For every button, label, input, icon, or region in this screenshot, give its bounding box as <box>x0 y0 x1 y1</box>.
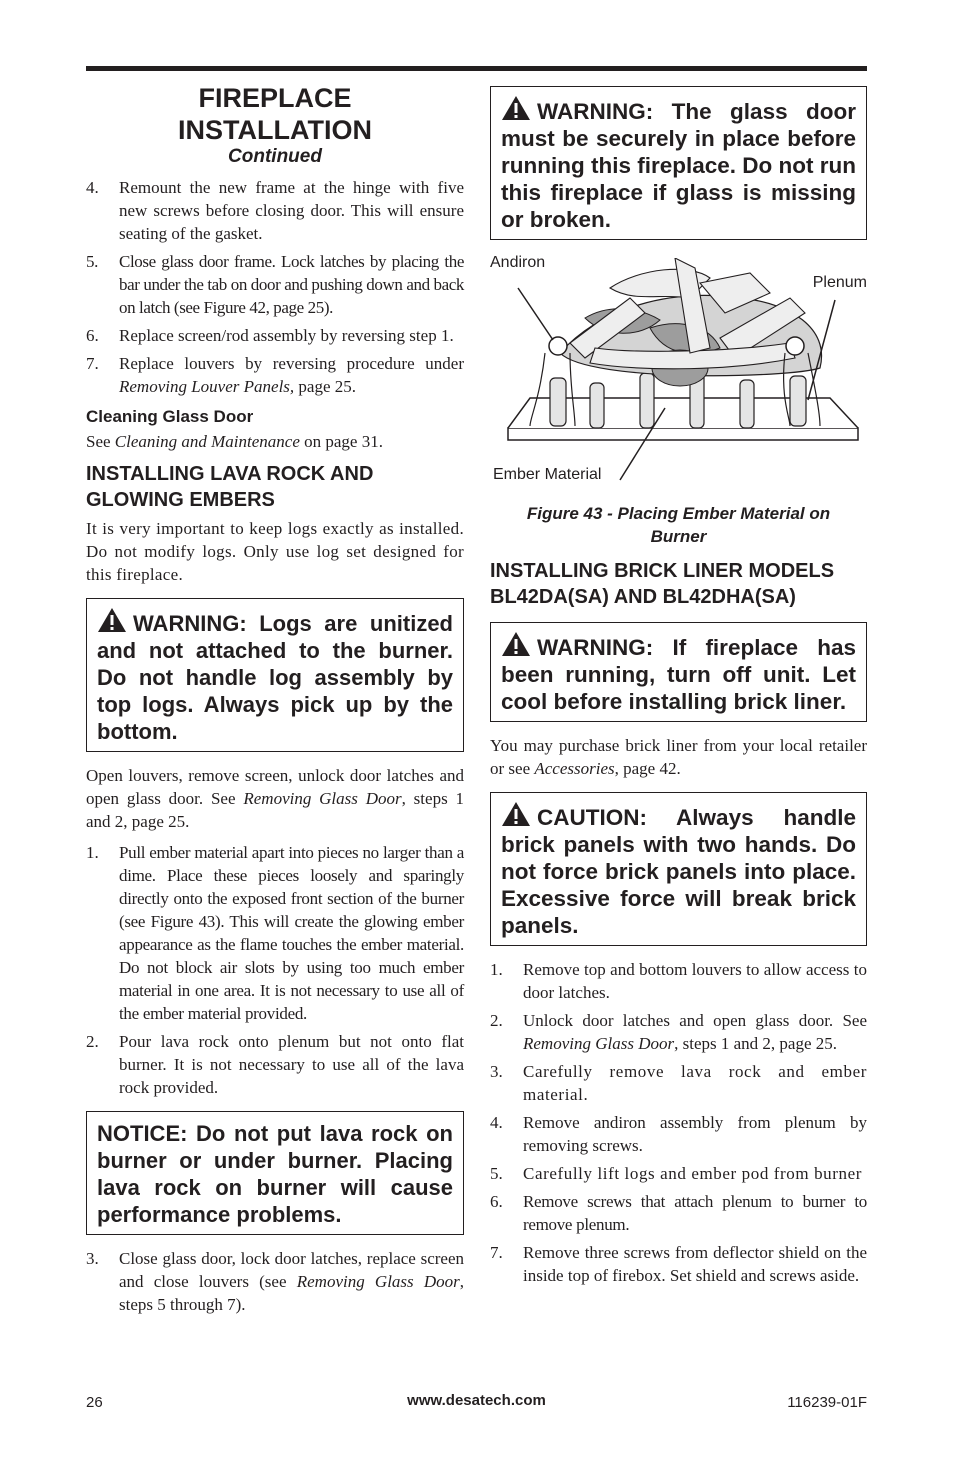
right-column <box>490 86 867 1292</box>
list-item: 7. Remove three screws from deflector shield on the inside top of firebox. Set shield and screws aside. <box>490 1243 867 1285</box>
list-item: 4. Remove andiron assembly from plenum by removing screws. <box>490 1113 867 1155</box>
list-item: 1. Pull ember material apart into pieces no larger than a dime. Place these pieces loosely and sparingly directly onto the exposed front section of the burner (see Figure 43). This will create the glowing ember appearance as the flame touches the ember material. Do not block air slots by using too much ember material in one area. It is not necessary to use all of the ember material provided. <box>86 843 464 1023</box>
notice-box: NOTICE: Do not put lava rock on burner or under burner. Placing lava rock on burner will cause performance problems. <box>86 1111 464 1235</box>
list-item: 5. Close glass door frame. Lock latches by placing the bar under the tab on door and pushing down and back on latch (see Figure 42, page 25). <box>86 252 465 317</box>
warning-glass-box: WARNING: The glass door must be securely in place before running this fireplace. Do not run this fireplace if glass is missing or broken. <box>490 86 867 240</box>
document-code: 116239-01F <box>787 1394 867 1411</box>
warning-icon <box>501 95 531 121</box>
list-item: 7. Replace louvers by reversing procedure under Removing Louver Panels, page 25. <box>86 354 464 396</box>
lava-intro: It is very important to keep logs exactly as installed. Do not modify logs. Only use log set designed for this fireplace. <box>86 519 464 584</box>
label-andiron: Andiron <box>490 254 546 271</box>
steps-list-b <box>86 841 464 1099</box>
lava-heading: INSTALLING LAVA ROCK AND GLOWING EMBERS <box>86 463 374 511</box>
warning-icon <box>501 801 531 827</box>
fireplace-log-illustration <box>490 258 867 498</box>
list-item: 1. Remove top and bottom louvers to allow access to door latches. <box>490 960 867 1002</box>
left-column <box>86 80 464 1321</box>
warning-icon <box>501 631 531 657</box>
label-ember-material: Ember Material <box>493 466 602 483</box>
list-item: 6. Replace screen/rod assembly by reversing step 1. <box>86 326 454 345</box>
steps-list-a <box>86 176 464 398</box>
cleaning-heading: Cleaning Glass Door <box>86 407 254 426</box>
warning-logs-box: WARNING: Logs are unitized and not attached to the burner. Do not handle log assembly by top logs. Always pick up by the bottom. <box>86 598 464 752</box>
list-item: 6. Remove screws that attach plenum to burner to remove plenum. <box>490 1192 867 1234</box>
steps-list-right <box>490 958 867 1287</box>
warning-icon <box>97 607 127 633</box>
purchase-text: You may purchase brick liner from your local retailer or see Accessories, page 42. <box>490 736 867 778</box>
label-plenum: Plenum <box>812 274 867 291</box>
list-item: 2. Pour lava rock onto plenum but not onto flat burner. It is not necessary to use all of the lava rock provided. <box>86 1032 464 1097</box>
list-item: 4. Remount the new frame at the hinge with five new screws before closing door. This will ensure seating of the gasket. <box>86 178 464 243</box>
steps-list-c <box>86 1247 464 1316</box>
figure-43 <box>490 254 867 498</box>
figure-caption: Figure 43 - Placing Ember Material on Burner <box>526 504 831 546</box>
brick-heading: INSTALLING BRICK LINER MODELS BL42DA(SA) AND BL42DHA(SA) <box>490 560 835 608</box>
warning-brick-box: WARNING: If fireplace has been running, turn off unit. Let cool before installing brick liner. <box>490 622 867 722</box>
list-item: 3. Carefully remove lava rock and ember material. <box>490 1062 867 1104</box>
website-link[interactable]: www.desatech.com <box>407 1392 546 1409</box>
page-number: 26 <box>86 1394 103 1411</box>
list-item: 2. Unlock door latches and open glass door. See Removing Glass Door, steps 1 and 2, page 25. <box>490 1011 867 1053</box>
caution-box: CAUTION: Always handle brick panels with two hands. Do not force brick panels into place. Excessive force will break brick panels. <box>490 792 867 946</box>
list-item: 5. Carefully lift logs and ember pod from burner <box>490 1164 863 1183</box>
list-item: 3. Close glass door, lock door latches, replace screen and close louvers (see Removing Glass Door, steps 5 through 7). <box>86 1249 465 1314</box>
cleaning-text: See Cleaning and Maintenance on page 31. <box>86 432 383 451</box>
page-subtitle: Continued <box>228 146 322 167</box>
page-title: FIREPLACE INSTALLATION <box>178 83 372 145</box>
open-louvers-text: Open louvers, remove screen, unlock door latches and open glass door. See Removing Glass Door, steps 1 and 2, page 25. <box>86 766 464 831</box>
top-rule <box>86 66 867 71</box>
